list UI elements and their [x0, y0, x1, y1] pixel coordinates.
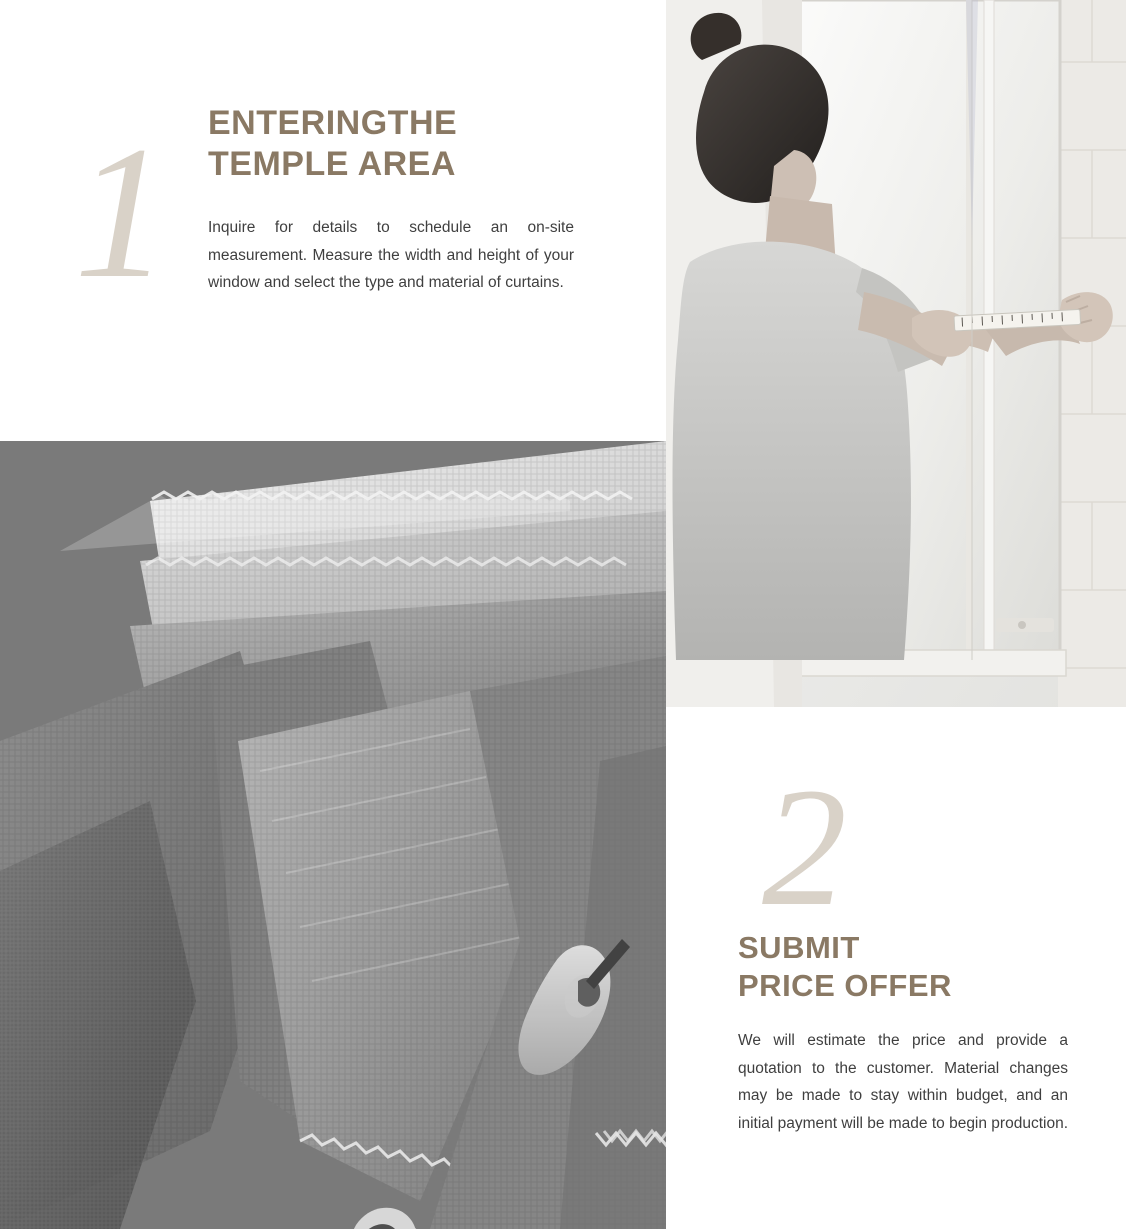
- step-two-number: 2: [762, 753, 847, 941]
- step-one-heading-line1: ENTERINGTHE: [208, 104, 458, 142]
- step-one-heading: [208, 103, 628, 186]
- step-two-heading-line2: PRICE OFFER: [738, 967, 952, 1003]
- step-two-heading-line1: SUBMIT: [738, 930, 860, 965]
- step-two-heading: [738, 929, 1098, 1005]
- step-one-heading-line2: TEMPLE AREA: [208, 145, 456, 184]
- step-one-body: Inquire for details to schedule an on-site measurement. Measure the width and height of your window and select the type and material of curtains.: [208, 219, 574, 292]
- step-one-block: [0, 0, 666, 441]
- fabric-swatches-photo: [0, 441, 666, 1229]
- step-two-body: We will estimate the price and provide a quotation to the customer. Material changes may be made to stay within budget, and an initial payment will be made to begin production.: [738, 1032, 1068, 1132]
- step-one-number: 1: [74, 108, 169, 318]
- window-measuring-photo: [666, 0, 1126, 707]
- step-two-block: [666, 707, 1126, 1229]
